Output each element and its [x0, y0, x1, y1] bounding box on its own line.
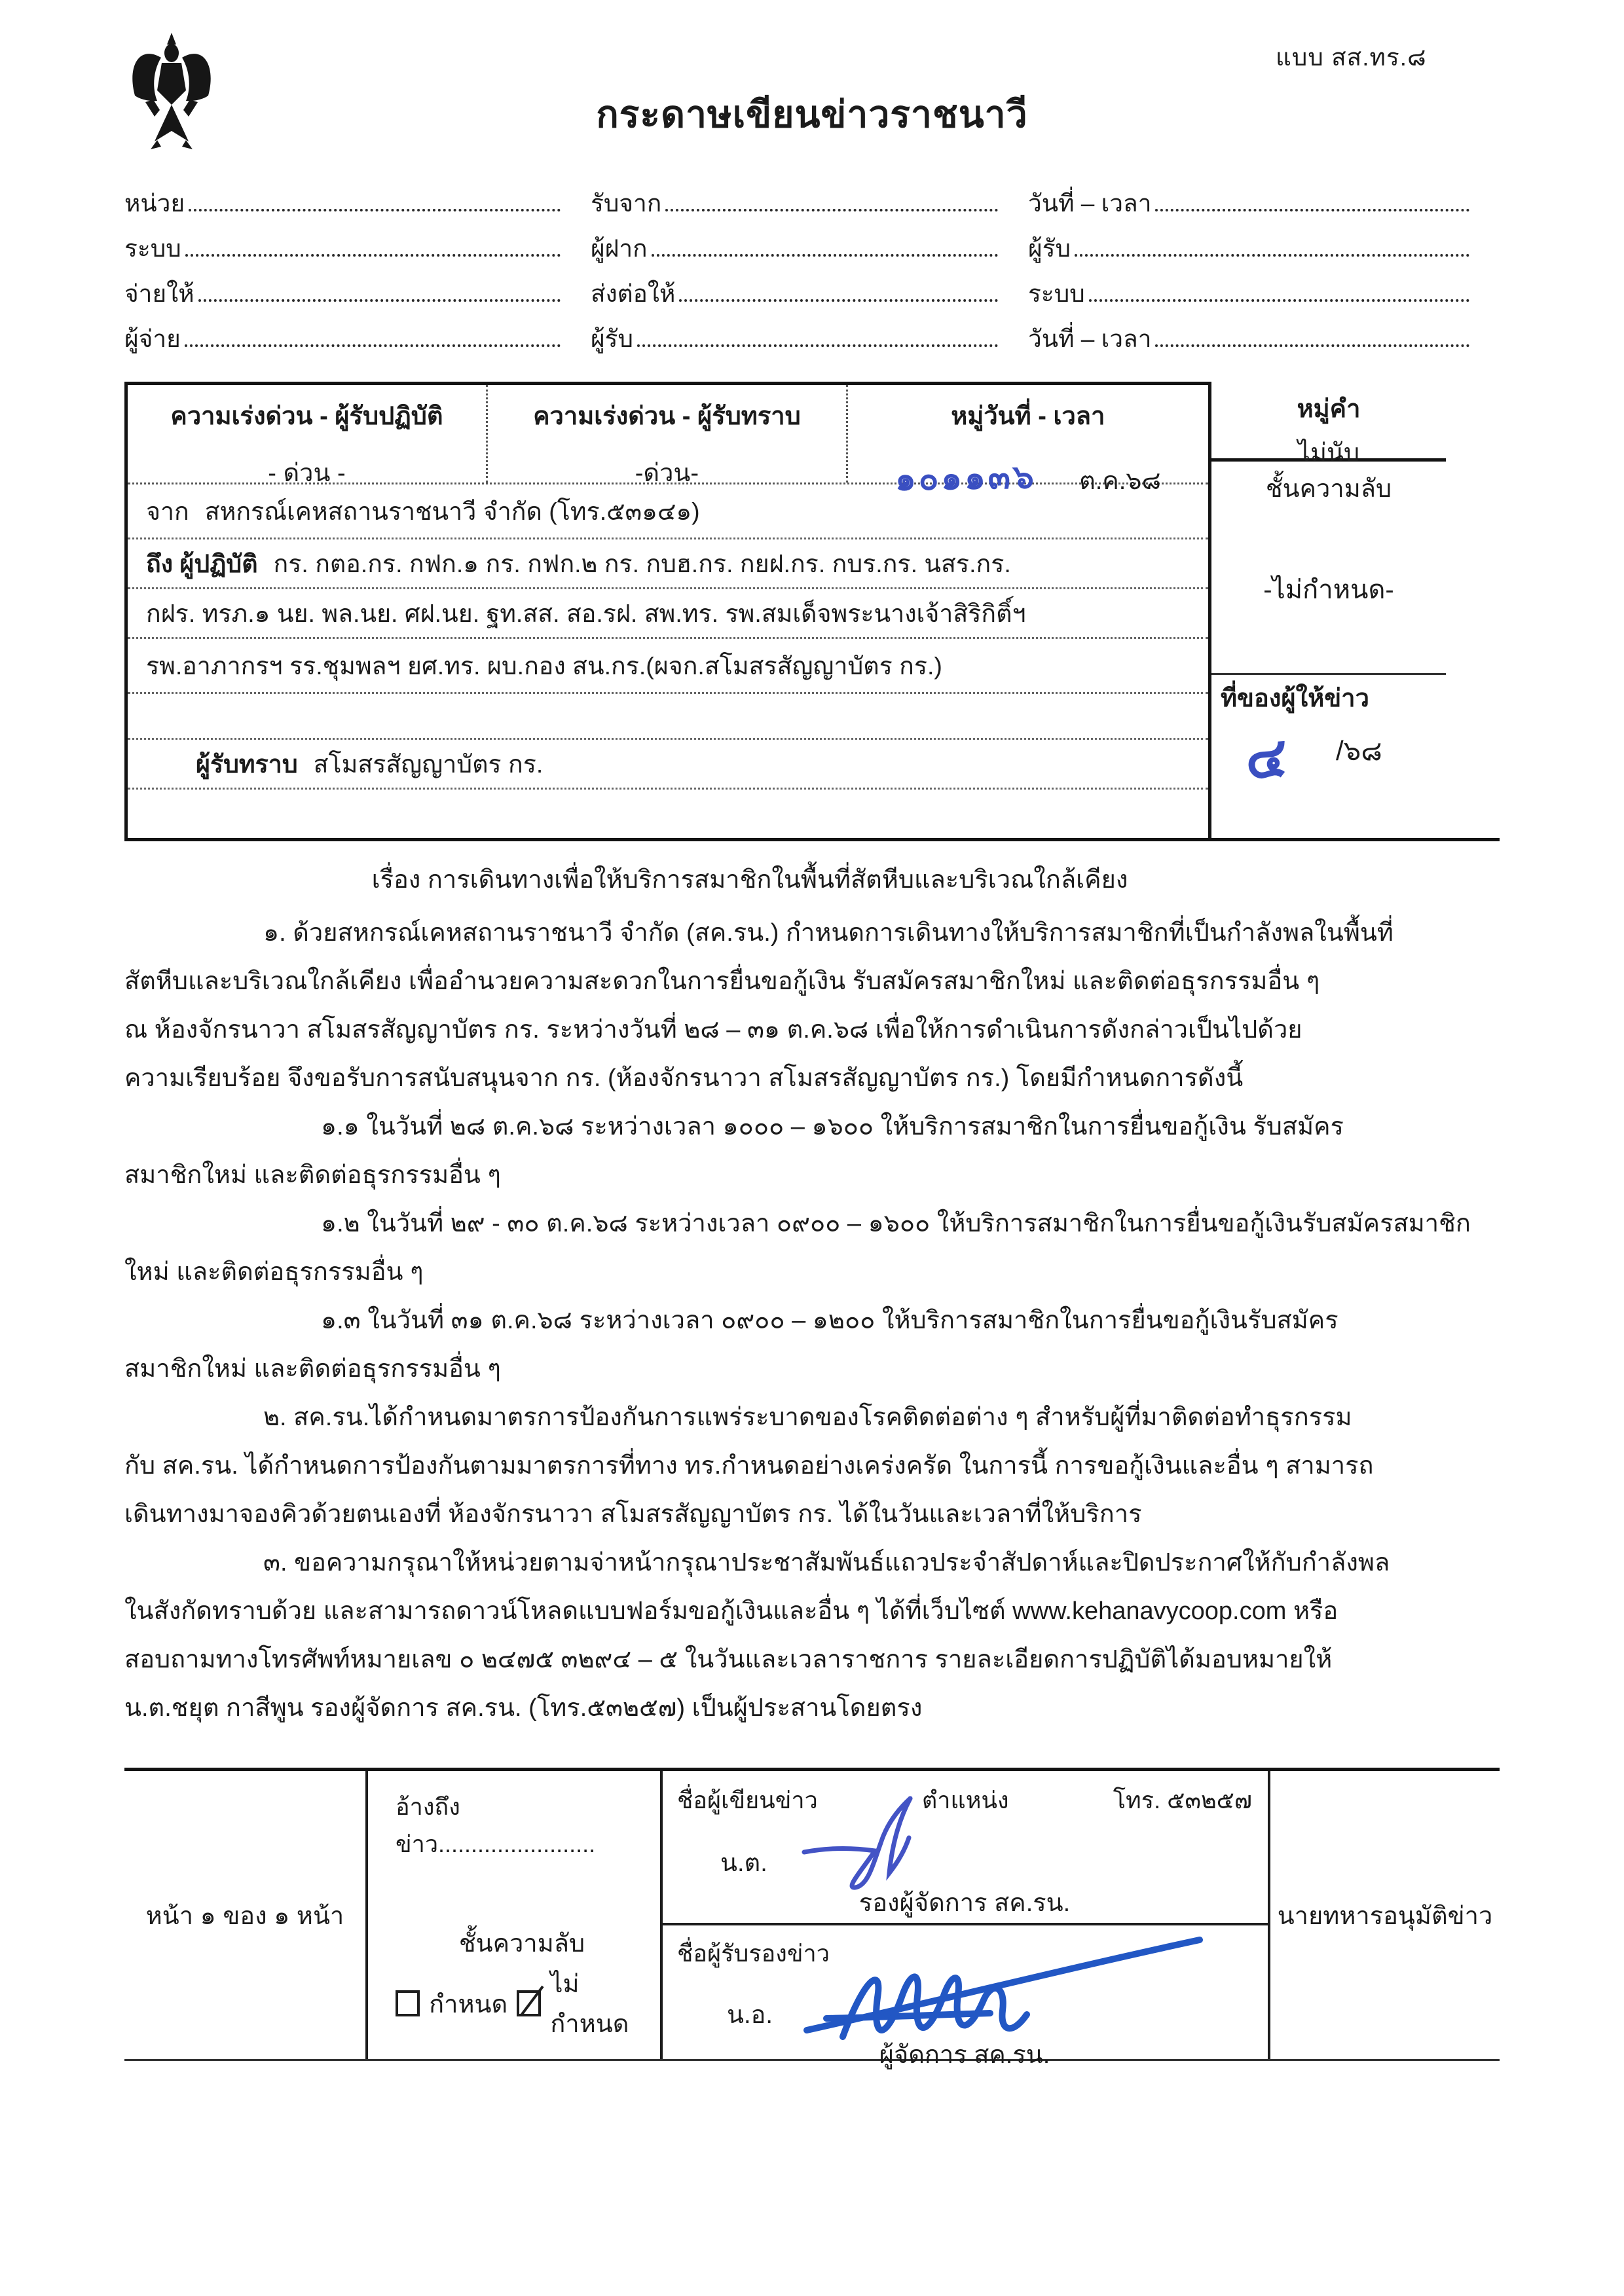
precedence-info-cell: [488, 385, 848, 487]
message-writer-cell: [663, 1771, 1268, 1925]
routing-field-label: รับจาก: [591, 190, 662, 217]
writer-rank: น.ต.: [720, 1850, 767, 1877]
routing-field: [124, 217, 591, 262]
to-row-1: [128, 539, 1208, 589]
word-group-box: [1211, 382, 1446, 467]
page-count-cell: หน้า ๑ ของ ๑ หน้า: [124, 1771, 368, 2059]
form-code: แบบ สส.ทร.๘: [1276, 44, 1427, 71]
body-line: ๓. ขอความกรุณาให้หน่วยตามจ่าหน้ากรุณาประชาสัมพันธ์แถวประจำสัปดาห์และปิดประกาศให้กับกำลังพล: [263, 1549, 1390, 1576]
certifier-position: ผู้จัดการ สค.รน.: [879, 2041, 1050, 2069]
body-line: ๑.๒ ในวันที่ ๒๙ - ๓๐ ต.ค.๖๘ ระหว่างเวลา ๐๙๐๐ – ๑๖๐๐ ให้บริการสมาชิกในการยื่นขอกู้เงินรับสมัครสมาชิก: [321, 1210, 1471, 1237]
precedence-header-row: [128, 385, 1208, 498]
approver-cell: นายทหารอนุมัติข่าว: [1277, 1902, 1493, 1930]
routing-field-label: ระบบ: [124, 235, 181, 262]
routing-field: [591, 217, 1028, 262]
precedence-action-cell: [128, 385, 488, 487]
dotted-entry-line[interactable]: [1089, 299, 1469, 302]
body-line: ๒. สค.รน.ได้กำหนดมาตรการป้องกันการแพร่ระบาดของโรคติดต่อต่าง ๆ สำหรับผู้ที่มาติดต่อทำธุรกรรม: [263, 1404, 1352, 1431]
word-group-label: หมู่คำ: [1297, 395, 1361, 423]
to-row-2: [128, 589, 1208, 639]
date-time-group-label: หมู่วันที่ - เวลา: [951, 403, 1105, 430]
routing-field: [591, 172, 1028, 217]
to-addressees-line1: กร. กตอ.กร. กฟก.๑ กร. กฟก.๒ กร. กบฮ.กร. กยฝ.กร. กบร.กร. นสร.กร.: [273, 549, 1011, 577]
checkbox-specified[interactable]: [396, 1990, 420, 2016]
routing-field-label: ผู้รับ: [591, 325, 634, 352]
body-line: ๑.๓ ในวันที่ ๓๑ ต.ค.๖๘ ระหว่างเวลา ๐๙๐๐ – ๑๒๐๐ ให้บริการสมาชิกในการยื่นขอกู้เงินรับสมัคร: [321, 1307, 1338, 1334]
routing-field-label: ผู้รับ: [1028, 235, 1071, 262]
to-addressees-line2: กฝร. ทรภ.๑ นย. พล.นย. ศฝ.นย. ฐท.สส. สอ.รฝ. สพ.ทร. รพ.สมเด็จพระนางเจ้าสิริกิติ์ฯ: [146, 599, 1026, 627]
dotted-entry-line[interactable]: [652, 253, 998, 257]
checkbox-not-specified-label: ไม่กำหนด: [550, 1971, 629, 2038]
routing-field: [124, 172, 591, 217]
writer-position-label: ตำแหน่ง: [921, 1787, 1009, 1813]
dotted-entry-line[interactable]: [185, 344, 561, 347]
word-group-value: ไม่นับ: [1297, 439, 1360, 467]
body-line: สมาชิกใหม่ และติดต่อธุรกรรมอื่น ๆ: [124, 1355, 501, 1383]
divider-line: [1211, 673, 1446, 675]
dotted-entry-line[interactable]: [189, 208, 561, 211]
body-line: ๑.๑ ในวันที่ ๒๘ ต.ค.๖๘ ระหว่างเวลา ๑๐๐๐ – ๑๖๐๐ ให้บริการสมาชิกในการยื่นขอกู้เงิน รับสมัคร: [321, 1113, 1344, 1140]
reference-message-label: อ้างถึงข่าว........................: [396, 1793, 596, 1857]
acknowledge-value: สโมสรสัญญาบัตร กร.: [313, 750, 544, 778]
acknowledge-row: [128, 740, 1208, 790]
from-row: [128, 484, 1208, 539]
precedence-action-label: ความเร่งด่วน - ผู้รับปฏิบัติ: [170, 403, 443, 430]
classification-checkbox-row: [396, 1963, 648, 2043]
routing-field-label: หน่วย: [124, 190, 185, 217]
precedence-info-value: -ด่วน-: [635, 460, 699, 487]
from-value: สหกรณ์เคหสถานราชนาวี จำกัด (โทร.๕๓๑๔๑): [204, 497, 700, 525]
footer-table: [124, 1768, 1500, 2069]
routing-field-label: วันที่ – เวลา: [1028, 325, 1152, 352]
ref-year-suffix: /๖๘: [1336, 735, 1382, 766]
routing-field: [591, 307, 1028, 352]
to-label: ถึง ผู้ปฏิบัติ: [146, 549, 258, 577]
routing-field: [124, 262, 591, 307]
routing-field-label: ระบบ: [1028, 280, 1085, 307]
dotted-entry-line[interactable]: [1155, 344, 1469, 347]
precedence-action-value: - ด่วน -: [268, 460, 346, 487]
writer-signature: [794, 1789, 977, 1894]
classification-value: -ไม่กำหนด-: [1263, 575, 1394, 604]
dotted-entry-line[interactable]: [637, 344, 998, 347]
body-line: สอบถามทางโทรศัพท์หมายเลข ๐ ๒๔๗๕ ๓๒๙๔ – ๕ ในวันและเวลาราชการ รายละเอียดการปฏิบัติได้มอบหมายให้: [124, 1646, 1333, 1673]
blank-row: [128, 694, 1208, 740]
body-line: ณ ห้องจักรนาวา สโมสรสัญญาบัตร กร. ระหว่างวันที่ ๒๘ – ๓๑ ต.ค.๖๘ เพื่อให้การดำเนินการดังกล่าวเป็นไปด้วย: [124, 1016, 1302, 1044]
routing-field: [1028, 172, 1500, 217]
dotted-entry-line[interactable]: [665, 208, 998, 211]
dotted-entry-line[interactable]: [679, 299, 998, 302]
subject-line: เรื่อง การเดินทางเพื่อให้บริการสมาชิกในพื้นที่สัตหีบและบริเวณใกล้เคียง: [371, 866, 1128, 894]
classification-label: ชั้นความลับ: [1265, 475, 1392, 503]
blank-row: [128, 790, 1208, 838]
to-addressees-line3: รพ.อาภากรฯ รร.ชุมพลฯ ยศ.ทร. ผบ.กอง สน.กร.(ผจก.สโมสรสัญญาบัตร กร.): [146, 651, 942, 680]
body-line: เดินทางมาจองคิวด้วยตนเองที่ ห้องจักรนาวา สโมสรสัญญาบัตร กร. ได้ในวันและเวลาที่ให้บริการ: [124, 1501, 1142, 1528]
body-line: น.ต.ชยุต กาสีพูน รองผู้จัดการ สค.รน. (โทร.๕๓๒๕๗) เป็นผู้ประสานโดยตรง: [124, 1694, 923, 1722]
routing-field: [1028, 262, 1500, 307]
page-title: กระดาษเขียนข่าวราชนาวี: [596, 94, 1028, 136]
message-header-table: [124, 382, 1211, 841]
handwritten-date-time: ๑๐๑๑๓๖: [895, 458, 1037, 498]
message-body: [124, 909, 1507, 1732]
month-year-printed: ต.ค.๖๘: [1079, 467, 1161, 495]
writer-position: รองผู้จัดการ สค.รน.: [858, 1889, 1071, 1917]
body-line: สัตหีบและบริเวณใกล้เคียง เพื่ออำนวยความสะดวกในการยื่นขอกู้เงิน รับสมัครสมาชิกใหม่ และติดต่อธุรกรรมอื่น ๆ: [124, 968, 1320, 995]
writer-name-label: ชื่อผู้เขียนข่าว: [677, 1787, 818, 1813]
routing-field: [591, 262, 1028, 307]
routing-field-label: จ่ายให้: [124, 280, 194, 307]
to-row-3: [128, 639, 1208, 694]
from-label: จาก: [146, 497, 189, 525]
dotted-entry-line[interactable]: [198, 299, 561, 302]
certifier-name-label: ชื่อผู้รับรองข่าว: [677, 1940, 830, 1967]
body-line: สมาชิกใหม่ และติดต่อธุรกรรมอื่น ๆ: [124, 1161, 501, 1189]
routing-field-label: ผู้จ่าย: [124, 325, 181, 352]
certifier-rank: น.อ.: [727, 2001, 773, 2029]
originator-ref-label: ที่ของผู้ให้ข่าว: [1221, 685, 1369, 712]
footer-classification-label: ชั้นความลับ: [458, 1930, 585, 1958]
body-line: ความเรียบร้อย จึงขอรับการสนับสนุนจาก กร. (ห้องจักรนาวา สโมสรสัญญาบัตร กร.) โดยมีกำหนดการดังนี้: [124, 1065, 1244, 1092]
routing-field: [124, 307, 591, 352]
side-column: [1211, 382, 1500, 841]
checkbox-not-specified-checked[interactable]: [517, 1990, 541, 2016]
routing-field: [1028, 217, 1500, 262]
writer-phone: โทร. ๕๓๒๕๗: [1113, 1787, 1252, 1813]
message-certifier-cell: [663, 1925, 1268, 2086]
routing-field-label: ส่งต่อให้: [591, 280, 676, 307]
routing-field-label: วันที่ – เวลา: [1028, 190, 1152, 217]
checkbox-specified-label: กำหนด: [429, 1990, 508, 2018]
signature-cells: [663, 1771, 1270, 2069]
routing-fields-grid: [124, 172, 1500, 352]
routing-field-label: ผู้ฝาก: [591, 235, 648, 262]
precedence-info-label: ความเร่งด่วน - ผู้รับทราบ: [533, 403, 801, 430]
date-time-group-cell: [848, 385, 1208, 498]
dotted-entry-line[interactable]: [1075, 253, 1469, 257]
dotted-entry-line[interactable]: [185, 253, 561, 257]
body-line: ใหม่ และติดต่อธุรกรรมอื่น ๆ: [124, 1258, 424, 1286]
acknowledge-label: ผู้รับทราบ: [196, 750, 298, 778]
certifier-signature: [781, 1932, 1226, 2050]
body-line: ๑. ด้วยสหกรณ์เคหสถานราชนาวี จำกัด (สค.รน.) กำหนดการเดินทางให้บริการสมาชิกที่เป็นกำลังพลในพื้นที่: [263, 919, 1393, 947]
body-line: กับ สค.รน. ได้กำหนดการป้องกันตามมาตรการที่ทาง ทร.กำหนดอย่างเคร่งครัด ในการนี้ การขอกู้เงินและอื่น ๆ สามารถ: [124, 1452, 1374, 1480]
originator-ref-number: [1211, 718, 1500, 796]
reference-classification-cell: [368, 1771, 663, 2059]
routing-field: [1028, 307, 1500, 352]
body-line: ในสังกัดทราบด้วย และสามารถดาวน์โหลดแบบฟอร์มขอกู้เงินและอื่น ๆ ได้ที่เว็บไซต์ www.kehanavycoop.com หรือ: [124, 1597, 1338, 1625]
handwritten-ref-number: ๔: [1243, 725, 1289, 791]
dotted-entry-line[interactable]: [1155, 208, 1469, 211]
